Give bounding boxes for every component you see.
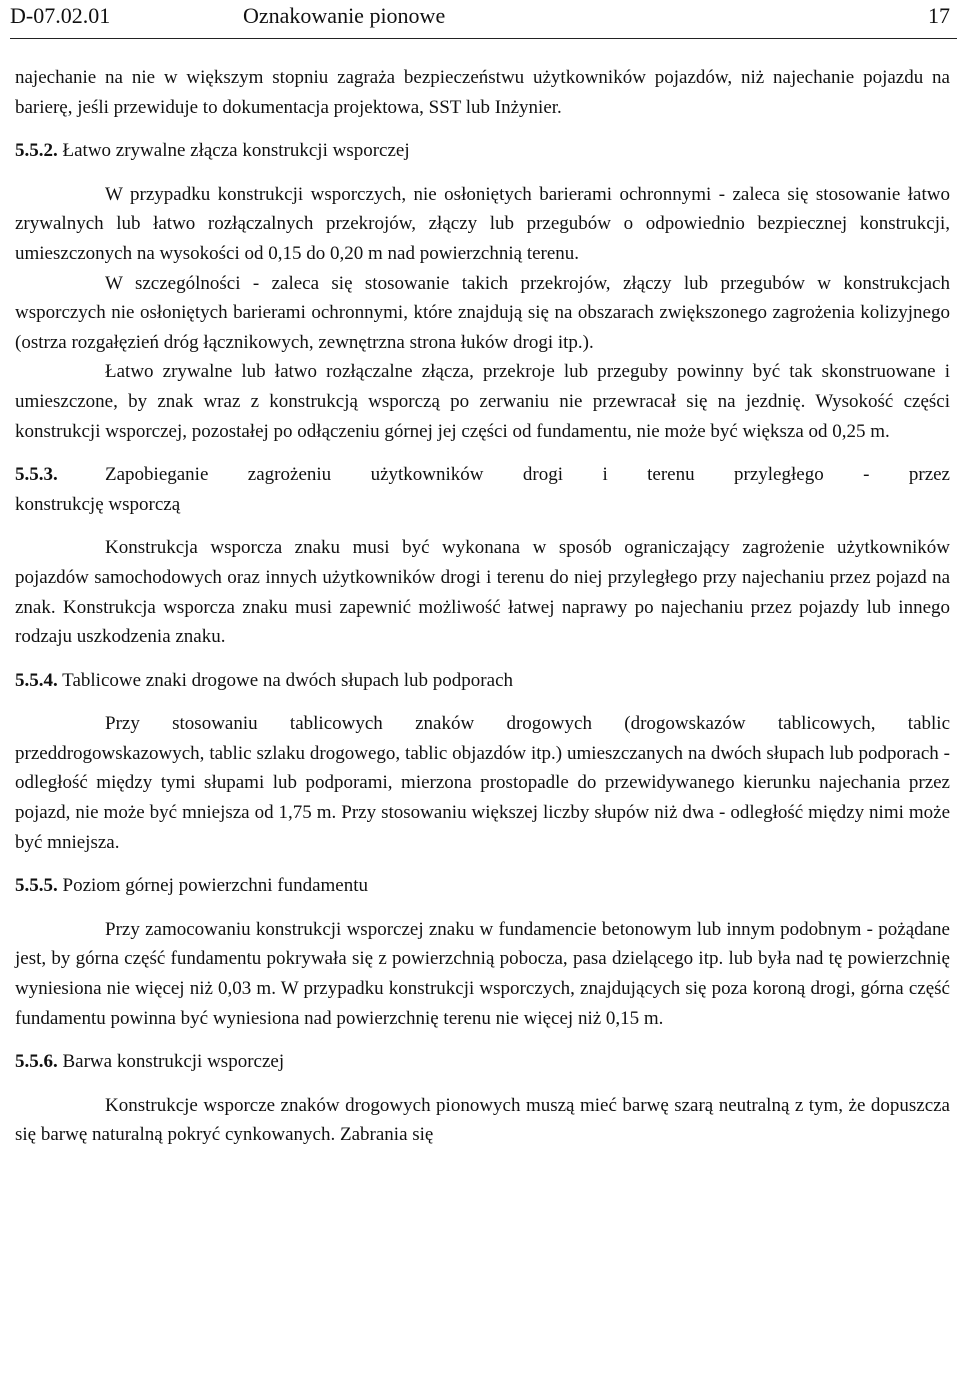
paragraph: W szczególności - zaleca się stosowanie takich przekrojów, złączy lub przegubów w konstrukcjach wsporczych nie osłoniętych barierami ochronnymi, które znajdują się na obszarach zwiększonego zagrożenia kolizyjnego (ostrza rozgałęzień dróg łącznikowych, zewnętrzna strona łuków drogi itp.).	[15, 272, 950, 353]
page-number: 17	[928, 3, 950, 28]
section-title: Zapobieganie zagrożeniu użytkowników drogi i terenu przyległego - przez	[105, 464, 950, 486]
header-rule	[10, 38, 957, 39]
section-title: Tablicowe znaki drogowe na dwóch słupach lub podporach	[62, 669, 514, 691]
document-title: Oznakowanie pionowe	[243, 3, 446, 28]
document-code: D-07.02.01	[10, 3, 111, 28]
section-heading-5-5-4	[15, 666, 950, 696]
paragraph: Przy stosowaniu tablicowych znaków drogowych (drogowskazów tablicowych, tablic przeddrogowskazowych, tablic szlaku drogowego, tablic objazdów itp.) umieszczanych na dwóch słupach lub podporach - odległość między tymi słupami lub podporami, mierzona prostopadle do przewidywanego kierunku najechania przez pojazd, nie może być mniejsza od 1,75 m. Przy stosowaniu większej liczby słupów niż dwa - odległość między nimi może być mniejsza.	[15, 713, 950, 853]
paragraph: Łatwo zrywalne lub łatwo rozłączalne złącza, przekroje lub przeguby powinny być tak skonstruowane i umieszczone, by znak wraz z konstrukcją wsporczą po zerwaniu nie przewracał się na jezdnię. Wysokość części konstrukcji wsporczej, pozostałej po odłączeniu górnej jej części od fundamentu, nie może być większa od 0,25 m.	[15, 361, 950, 442]
section-heading-5-5-2	[15, 136, 950, 166]
section-title: Łatwo zrywalne złącza konstrukcji wsporczej	[62, 140, 410, 162]
section-title: Poziom górnej powierzchni fundamentu	[62, 875, 369, 897]
section-number: 5.5.2.	[15, 140, 58, 162]
paragraph: Konstrukcja wsporcza znaku musi być wykonana w sposób ograniczający zagrożenie użytkowników pojazdów samochodowych oraz innych użytkowników drogi i terenu do niej przyległego przy najechaniu przez pojazd na znak. Konstrukcja wsporcza znaku musi zapewnić możliwość łatwej naprawy po najechaniu przez pojazdy lub innego rodzaju uszkodzenia znaku.	[15, 537, 950, 648]
paragraph: Przy zamocowaniu konstrukcji wsporczej znaku w fundamencie betonowym lub innym podobnym - pożądane jest, by górna część fundamentu pokrywała się z powierzchnią pobocza, pasa dzielącego itp. lub była nad tę powierzchnię wyniesiona nie więcej niż 0,03 m. W przypadku konstrukcji wsporczych, znajdujących się poza koroną drogi, górna część fundamentu powinna być wyniesiona nad powierzchnię terenu nie więcej niż 0,15 m.	[15, 918, 950, 1029]
section-heading-5-5-3	[15, 460, 950, 519]
intro-paragraph: najechanie na nie w większym stopniu zagraża bezpieczeństwu użytkowników pojazdów, niż najechanie pojazdu na barierę, jeśli przewiduje to dokumentacja projektowa, SST lub Inżynier.	[15, 67, 950, 118]
section-heading-5-5-5	[15, 871, 950, 901]
document-body	[15, 63, 950, 1150]
section-title-continued: konstrukcję wsporczą	[15, 493, 181, 515]
paragraph: Konstrukcje wsporcze znaków drogowych pionowych muszą mieć barwę szarą neutralną z tym, że dopuszcza się barwę naturalną pokryć cynkowanych. Zabrania się	[15, 1094, 950, 1146]
page-header	[0, 0, 960, 38]
section-title: Barwa konstrukcji wsporczej	[62, 1051, 285, 1073]
section-number: 5.5.4.	[15, 669, 58, 691]
section-number: 5.5.5.	[15, 875, 58, 897]
section-heading-5-5-6	[15, 1047, 950, 1077]
paragraph: W przypadku konstrukcji wsporczych, nie osłoniętych barierami ochronnymi - zaleca się stosowanie łatwo zrywalnych lub łatwo rozłączalnych przekrojów, złączy lub przegubów o odpowiednio bezpiecznej konstrukcji, umieszczonych na wysokości od 0,15 do 0,20 m nad powierzchnią terenu.	[15, 183, 950, 264]
section-number: 5.5.3.	[15, 464, 58, 486]
section-number: 5.5.6.	[15, 1051, 58, 1073]
